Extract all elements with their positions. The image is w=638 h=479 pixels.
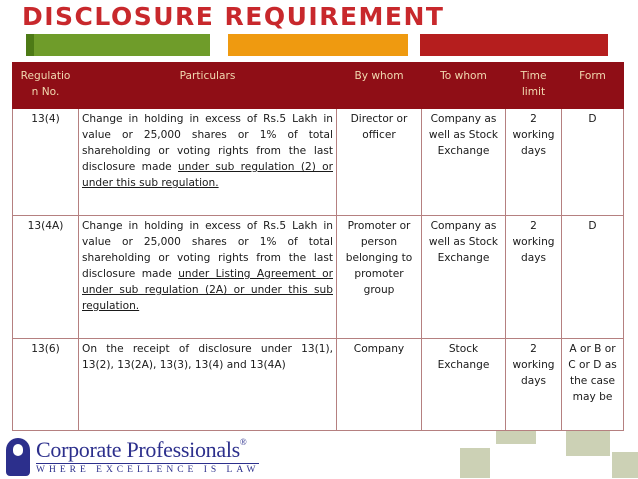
company-logo	[0, 436, 260, 479]
cell-particulars	[79, 216, 337, 339]
cell-form: A or B or C or D as the case may be	[562, 339, 624, 431]
cell-by-whom: Promoter or person belonging to promoter group	[337, 216, 422, 339]
accent-bar-orange	[228, 34, 408, 56]
cell-to-whom: Company as well as Stock Exchange	[422, 216, 506, 339]
table-row	[13, 216, 624, 339]
cell-particulars	[79, 339, 337, 431]
header-time-limit: Time limit	[506, 63, 562, 109]
header-form: Form	[562, 63, 624, 109]
header-regulation-no: Regulatio n No.	[13, 63, 79, 109]
cell-form: D	[562, 109, 624, 216]
decor-square	[460, 448, 490, 478]
logo-tagline: WHERE EXCELLENCE IS LAW	[36, 465, 260, 475]
logo-mark-icon	[6, 438, 30, 476]
header-by-whom: By whom	[337, 63, 422, 109]
cell-to-whom: Company as well as Stock Exchange	[422, 109, 506, 216]
cell-form: D	[562, 216, 624, 339]
particulars-text: Change in holding in excess of Rs.5 Lakh in value or 25,000 shares or 1% of total shareholding or voting rights from the last disclosure made	[82, 113, 333, 173]
logo-name: Corporate Professionals®	[36, 437, 247, 462]
table-header-row	[13, 63, 624, 109]
trademark-symbol: ®	[239, 437, 247, 447]
cell-time-limit: 2 working days	[506, 216, 562, 339]
particulars-text: Change in holding in excess of Rs.5 Lakh in value or 25,000 shares or 1% of total shareholding or voting rights from the last disclosure made	[82, 220, 333, 280]
table-row	[13, 339, 624, 431]
cell-time-limit: 2 working days	[506, 339, 562, 431]
cell-regulation-no: 13(6)	[13, 339, 79, 431]
particulars-underlined-text: under sub regulation (2) or under this sub regulation.	[82, 161, 333, 189]
cell-regulation-no: 13(4)	[13, 109, 79, 216]
cell-by-whom: Company	[337, 339, 422, 431]
accent-bar-green	[34, 34, 210, 56]
disclosure-table	[12, 62, 624, 431]
cell-to-whom: Stock Exchange	[422, 339, 506, 431]
cell-particulars	[79, 109, 337, 216]
table-row	[13, 109, 624, 216]
accent-bar-red	[420, 34, 608, 56]
cell-by-whom: Director or officer	[337, 109, 422, 216]
particulars-text: On the receipt of disclosure under 13(1), 13(2), 13(2A), 13(3), 13(4) and 13(4A)	[82, 343, 333, 371]
cell-regulation-no: 13(4A)	[13, 216, 79, 339]
slide-title: DISCLOSURE REQUIREMENT	[22, 2, 445, 31]
cell-time-limit: 2 working days	[506, 109, 562, 216]
particulars-underlined-text: under Listing Agreement or under sub regulation (2A) or under this sub regulation.	[82, 268, 334, 312]
decor-square	[612, 452, 638, 478]
header-to-whom: To whom	[422, 63, 506, 109]
header-particulars: Particulars	[79, 63, 337, 109]
